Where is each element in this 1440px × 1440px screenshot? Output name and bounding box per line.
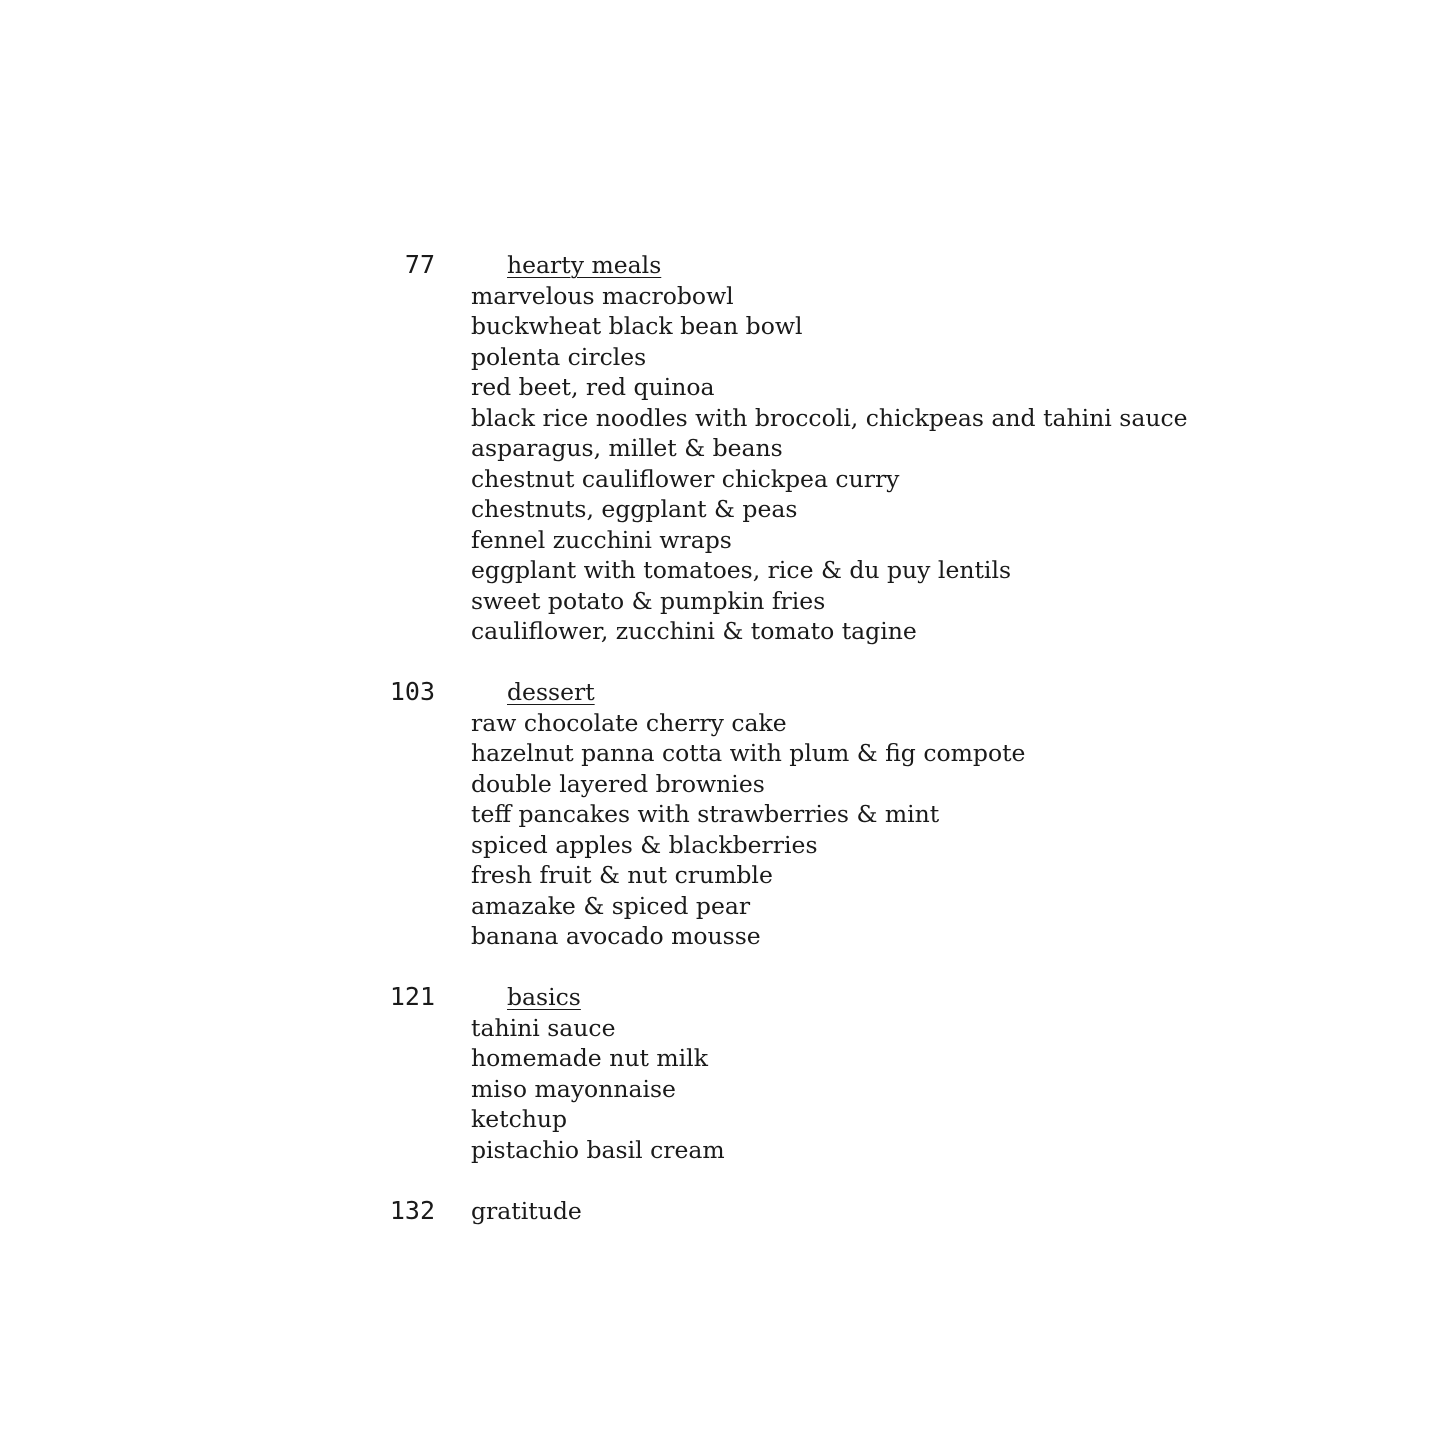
recipe-entry[interactable]: red beet, red quinoa — [471, 373, 715, 401]
table-of-contents — [0, 250, 1440, 1257]
page-number: 103 — [389, 677, 435, 706]
recipe-entry[interactable]: amazake & spiced pear — [471, 891, 751, 920]
section-entries — [471, 677, 1440, 952]
section-heading[interactable]: basics — [507, 983, 581, 1011]
page-number: 121 — [389, 982, 435, 1011]
recipe-entry[interactable]: fennel zucchini wraps — [471, 525, 732, 554]
recipe-entry[interactable]: black rice noodles with broccoli, chickpeas and tahini sauce — [471, 403, 1188, 432]
recipe-entry[interactable]: cauliflower, zucchini & tomato tagine — [471, 617, 917, 645]
recipe-entry[interactable]: banana avocado mousse — [471, 922, 761, 950]
toc-section-gratitude — [0, 1196, 1440, 1227]
recipe-entry[interactable]: raw chocolate cherry cake — [471, 708, 787, 737]
recipe-entry[interactable]: sweet potato & pumpkin fries — [471, 586, 826, 615]
recipe-entry[interactable]: marvelous macrobowl — [471, 281, 734, 310]
section-entries — [471, 250, 1440, 647]
section-entries — [471, 1196, 1440, 1227]
recipe-entry[interactable]: eggplant with tomatoes, rice & du puy lentils — [471, 556, 1012, 584]
recipe-entry[interactable]: ketchup — [471, 1105, 568, 1133]
page-number: 77 — [404, 250, 435, 279]
toc-section-basics — [0, 982, 1440, 1165]
section-heading[interactable]: dessert — [507, 678, 595, 706]
section-heading[interactable]: hearty meals — [507, 251, 662, 279]
recipe-entry[interactable]: hazelnut panna cotta with plum & fig compote — [471, 739, 1026, 767]
recipe-entry[interactable]: pistachio basil cream — [471, 1135, 725, 1164]
recipe-entry[interactable]: fresh fruit & nut crumble — [471, 861, 773, 889]
recipe-entry[interactable]: buckwheat black bean bowl — [471, 312, 803, 340]
recipe-entry[interactable]: double layered brownies — [471, 769, 765, 798]
page-number: 132 — [389, 1195, 435, 1225]
recipe-entry[interactable]: miso mayonnaise — [471, 1074, 676, 1103]
recipe-entry[interactable]: tahini sauce — [471, 1013, 616, 1042]
recipe-entry[interactable]: homemade nut milk — [471, 1044, 708, 1072]
section-entries — [471, 982, 1440, 1165]
recipe-entry[interactable]: chestnuts, eggplant & peas — [471, 495, 798, 523]
recipe-entry[interactable]: spiced apples & blackberries — [471, 830, 818, 859]
recipe-entry[interactable]: teff pancakes with strawberries & mint — [471, 800, 940, 828]
toc-section-dessert — [0, 677, 1440, 952]
recipe-entry[interactable]: polenta circles — [471, 342, 647, 371]
gratitude-entry[interactable]: gratitude — [471, 1196, 582, 1225]
toc-section-hearty-meals — [0, 250, 1440, 647]
recipe-entry[interactable]: asparagus, millet & beans — [471, 434, 783, 462]
recipe-entry[interactable]: chestnut cauliflower chickpea curry — [471, 464, 900, 493]
